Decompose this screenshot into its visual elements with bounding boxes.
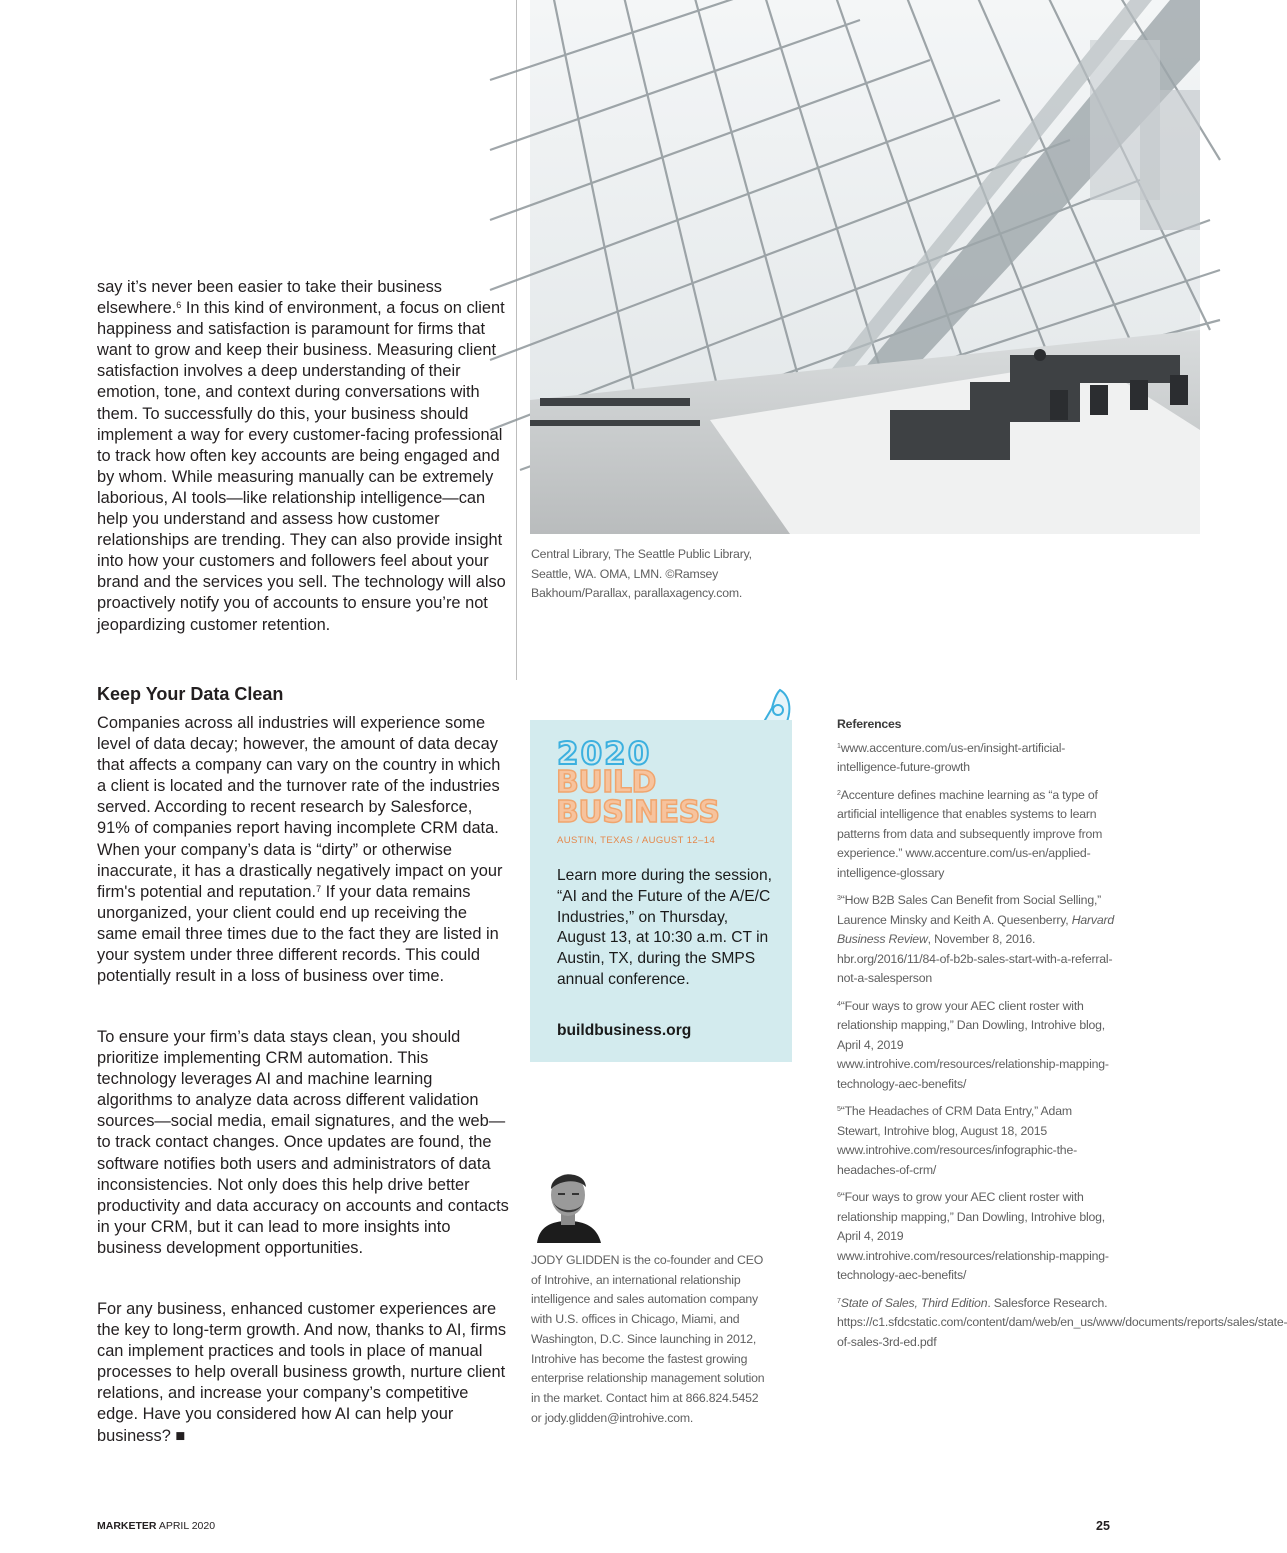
- reference-item: [837, 1102, 1117, 1180]
- reference-title: Harvard Business Review: [837, 912, 1115, 946]
- reference-number: 7: [837, 1297, 841, 1305]
- column-divider: [516, 0, 517, 680]
- reference-number: 1: [837, 742, 841, 750]
- paragraph-text: In this kind of environment, a focus on client happiness and satisfaction is paramount for firms that want to grow and keep their business. Measuring client satisfaction involves a deep understanding of their emotion, tone, and context during conversations with them. To successfully do this, your business should implement a way for every customer-facing professional to track how often key accounts are being engaged and by whom. While measuring manually can be extremely laborious, AI tools—like relationship intelligence—can help you understand and assess how customer relationships are trending. They can also provide insight into how your customers and followers feel about your brand and the services you sell. The technology will also proactively notify you of accounts to ensure you’re not jeopardizing customer retention.: [97, 299, 506, 634]
- ad-title-line: BUSINESS: [556, 795, 720, 830]
- references-list: [837, 739, 1287, 1353]
- reference-item: [837, 997, 1117, 1095]
- paragraph-text: Companies across all industries will experience some level of data decay; however, the amount of data decay that affects a company can vary on the country in which a client is located and the turnover rate of the industries served. According to recent research by Salesforce, 91% of companies report having incomplete CRM data. When your company’s data is “dirty” or otherwise inaccurate, it has a drastically negatively impact on your firm's potential and reputation.: [97, 714, 503, 901]
- section-heading: Keep Your Data Clean: [97, 684, 284, 704]
- reference-text: , November 8, 2016. hbr.org/2016/11/84-of-b2b-sales-start-with-a-referral-not-a-salesperson: [837, 932, 1113, 985]
- end-mark: ■: [170, 1426, 186, 1445]
- paragraph-text: To ensure your firm’s data stays clean, you should prioritize implementing CRM automation. This technology leverages AI and machine learning algorithms to analyze data across different validation sources—social media, email signatures, and the web—to track contact changes. Once updates are found, the software notifies both users and administrators of data inconsistencies. Not only does this help drive better productivity and data accuracy on accounts and contacts in your CRM, but it can lead to more insights into business development opportunities.: [97, 1028, 509, 1257]
- references-title: References: [837, 717, 902, 731]
- reference-text: Accenture defines machine learning as “a type of artificial intelligence that enables systems to learn patterns from data and subsequently improve from experience.” www.accenture.com/us-en/applied-intelligence-glossary: [837, 787, 1103, 880]
- reference-item: [837, 786, 1117, 884]
- article-paragraph-3: [97, 1027, 509, 1259]
- reference-text: “How B2B Sales Can Benefit from Social Selling,” Laurence Minsky and Keith A. Quesenberry,: [837, 893, 1102, 927]
- article-paragraph-4: [97, 1299, 509, 1447]
- paragraph-text: For any business, enhanced customer experiences are the key to long-term growth. And now, thanks to AI, firms can implement practices and tools in place of manual processes to help overall business growth, nurture client relations, and increase your company’s competitive edge. Have you considered how AI can help your business?: [97, 1300, 507, 1445]
- footnote-marker: 7: [316, 883, 322, 894]
- issue-date: APRIL 2020: [156, 1520, 216, 1532]
- reference-number: 3: [837, 895, 841, 902]
- ad-location: AUSTIN, TEXAS / AUGUST 12–14: [557, 835, 716, 846]
- reference-text: “The Headaches of CRM Data Entry,” Adam Stewart, Introhive blog, August 18, 2015 www.introhive.com/resources/infographic-the-headaches-of-crm/: [837, 1104, 1077, 1177]
- reference-text: “Four ways to grow your AEC client roster with relationship mapping,” Dan Dowling, Introhive blog, April 4, 2019 www.introhive.com/resources/relationship-mapping-technology-aec-benefits/: [837, 998, 1109, 1091]
- reference-number: 5: [837, 1106, 841, 1113]
- reference-item: [837, 891, 1117, 989]
- author-portrait: [531, 1163, 606, 1243]
- footnote-marker: 6: [176, 300, 182, 311]
- reference-text: . Salesforce Research. https://c1.sfdcstatic.com/content/dam/web/en_us/www/documents/reports/sales/state-of-sales-3rd-ed.pdf: [837, 1295, 1287, 1349]
- paragraph-text: say it’s never been easier to take their business elsewhere.: [97, 278, 443, 318]
- author-bio: JODY GLIDDEN is the co-founder and CEO of Introhive, an international relationship intelligence and sales automation company with U.S. offices in Chicago, Miami, and Washington, D.C. Since launching in 2012, Introhive has become the fastest growing enterprise relationship management solution in the market. Contact him at 866.824.5452 or jody.glidden@introhive.com.: [531, 1253, 765, 1425]
- ad-description: Learn more during the session, “AI and the Future of the A/E/C Industries,” on Thursday, August 13, at 10:30 a.m. CT in Austin, TX, during the SMPS annual conference.: [557, 867, 772, 988]
- ad-year: 2020: [557, 736, 652, 772]
- event-ad: [530, 720, 792, 1062]
- ad-link[interactable]: buildbusiness.org: [557, 1022, 692, 1039]
- page-number: 25: [1096, 1519, 1110, 1533]
- ad-title-line: BUILD: [556, 765, 656, 800]
- reference-number: 6: [837, 1192, 841, 1199]
- paragraph-text: If your data remains unorganized, your client could end up receiving the same email three times due to the fact they are listed in your system under three different records. This could potentially result in a loss of business over time.: [97, 882, 499, 986]
- author-photo: [531, 1163, 606, 1243]
- article-paragraph-1: [97, 277, 509, 636]
- photo-caption: Central Library, The Seattle Public Library, Seattle, WA. OMA, LMN. ©Ramsey Bakhoum/Parallax, parallaxagency.com.: [531, 547, 752, 600]
- reference-text: www.accenture.com/us-en/insight-artificial-intelligence-future-growth: [837, 740, 1066, 774]
- reference-item: [837, 739, 1117, 778]
- article-paragraph-2: [97, 713, 509, 987]
- reference-text: “Four ways to grow your AEC client roster with relationship mapping,” Dan Dowling, Introhive blog, April 4, 2019 www.introhive.com/resources/relationship-mapping-technology-aec-benefits/: [837, 1190, 1109, 1282]
- reference-item: [837, 1188, 1117, 1286]
- reference-item: [837, 1294, 1287, 1353]
- magazine-name: MARKETER: [97, 1520, 157, 1532]
- library-photo: [530, 0, 1200, 534]
- references: [837, 715, 1287, 1352]
- reference-title: State of Sales, Third Edition: [840, 1295, 988, 1310]
- reference-number: 2: [837, 789, 841, 797]
- library-photo-illustration: [530, 0, 1200, 534]
- reference-number: 4: [837, 1000, 841, 1008]
- footer-issue: [97, 1520, 215, 1532]
- ad-title: [556, 765, 720, 830]
